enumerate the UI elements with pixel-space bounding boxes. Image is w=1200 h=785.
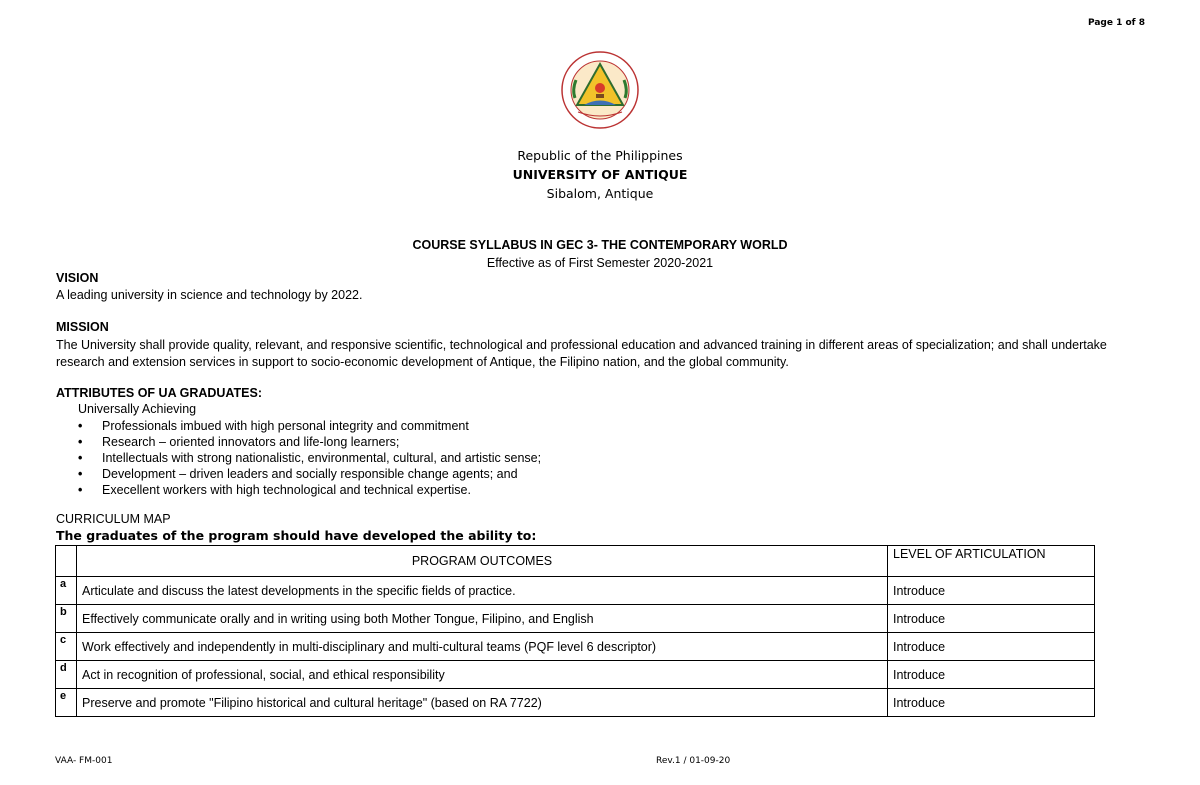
outcome-cell: Articulate and discuss the latest developments in the specific fields of practice. (77, 577, 888, 605)
level-cell: Introduce (888, 633, 1095, 661)
level-cell: Introduce (888, 605, 1095, 633)
outcome-cell: Preserve and promote "Filipino historical and cultural heritage" (based on RA 7722) (77, 689, 888, 717)
row-label: e (56, 689, 77, 717)
attribute-item: • Execellent workers with high technological and technical expertise. (78, 482, 541, 498)
outcome-cell: Work effectively and independently in multi-disciplinary and multi-cultural teams (PQF level 6 descriptor) (77, 633, 888, 661)
table-row (56, 577, 1095, 605)
header-label-cell (56, 546, 77, 577)
table-row (56, 689, 1095, 717)
curriculum-map-subheading: The graduates of the program should have developed the ability to: (56, 528, 537, 543)
footer-form-code: VAA- FM-001 (55, 756, 113, 766)
row-label: a (56, 577, 77, 605)
level-cell: Introduce (888, 577, 1095, 605)
table-header-row (56, 546, 1095, 577)
attributes-intro: Universally Achieving (78, 402, 197, 416)
table-row (56, 661, 1095, 689)
header-university: UNIVERSITY OF ANTIQUE (512, 167, 688, 182)
header-location: Sibalom, Antique (546, 186, 654, 201)
curriculum-map-heading: CURRICULUM MAP (56, 512, 171, 526)
col-header-level-of-articulation: LEVEL OF ARTICULATION (888, 546, 1095, 577)
program-outcomes-table (55, 545, 1095, 717)
attribute-item: • Professionals imbued with high personal integrity and commitment (78, 418, 541, 434)
syllabus-subtitle: Effective as of First Semester 2020-2021 (486, 256, 714, 270)
syllabus-title: COURSE SYLLABUS IN GEC 3- THE CONTEMPORARY WORLD (412, 238, 788, 252)
row-label: d (56, 661, 77, 689)
university-seal-logo (560, 50, 640, 130)
attributes-heading: ATTRIBUTES OF UA GRADUATES: (56, 386, 263, 400)
outcome-cell: Effectively communicate orally and in writing using both Mother Tongue, Filipino, and English (77, 605, 888, 633)
attribute-item: • Development – driven leaders and socially responsible change agents; and (78, 466, 541, 482)
page-number: Page 1 of 8 (1088, 18, 1145, 28)
attribute-item: • Research – oriented innovators and life-long learners; (78, 434, 541, 450)
row-label: b (56, 605, 77, 633)
level-cell: Introduce (888, 661, 1095, 689)
outcome-cell: Act in recognition of professional, social, and ethical responsibility (77, 661, 888, 689)
mission-heading: MISSION (56, 320, 109, 334)
col-header-program-outcomes: PROGRAM OUTCOMES (77, 546, 888, 577)
mission-text: The University shall provide quality, relevant, and responsive scientific, technological and professional education and advanced training in different areas of specialization; and shall undertake research and extension services in support to socio-economic development of Antique, the Filipino nation, and the global community. (56, 338, 1107, 369)
table-row (56, 633, 1095, 661)
attribute-item: • Intellectuals with strong nationalistic, environmental, cultural, and artistic sense; (78, 450, 541, 466)
table-row (56, 605, 1095, 633)
row-label: c (56, 633, 77, 661)
attributes-list (78, 418, 541, 498)
vision-heading: VISION (56, 271, 99, 285)
vision-text: A leading university in science and technology by 2022. (56, 288, 363, 302)
header-country: Republic of the Philippines (517, 148, 683, 163)
level-cell: Introduce (888, 689, 1095, 717)
footer-revision: Rev.1 / 01-09-20 (656, 756, 731, 766)
